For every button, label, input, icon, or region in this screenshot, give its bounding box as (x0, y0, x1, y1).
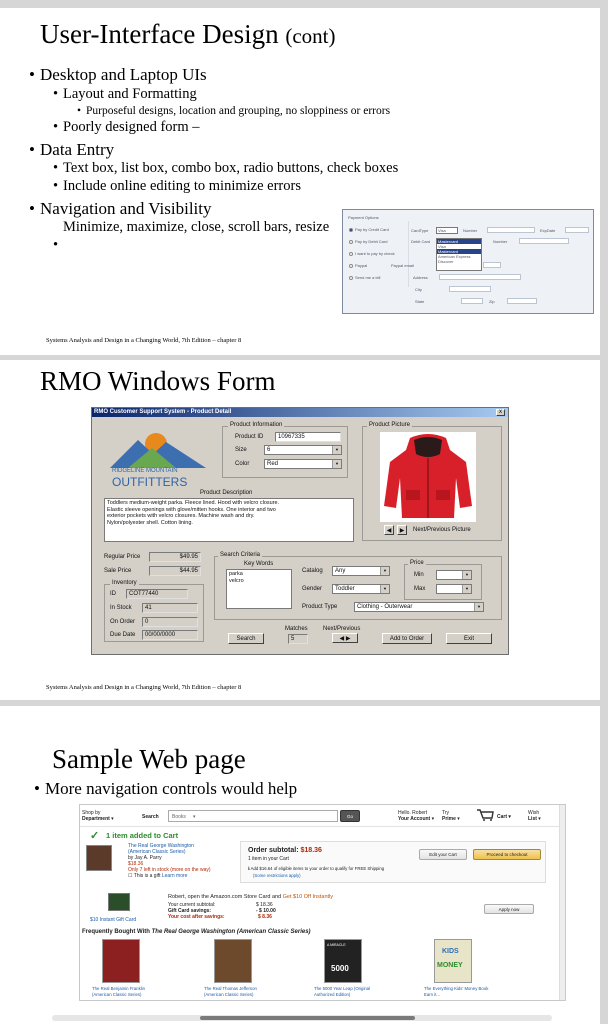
proceed-to-checkout-button[interactable]: Proceed to checkout (473, 849, 541, 860)
product-name[interactable]: The Real Benjamin Franklin (92, 986, 146, 991)
book-price: $18.36 (128, 861, 144, 867)
items-in-cart: 1 item in your Cart (248, 856, 289, 862)
description-textarea[interactable]: Toddlers medium-weight parka. Fleece lined. Hood with velcro closure. Elastic sleeve openings with glove/mitten hooks. One interior and two exterior pockets with velcro closures. Machine wash and dry. Nylon/polyester shell. Cotton lining. (104, 498, 354, 542)
radio-paypal[interactable]: Paypal (349, 263, 367, 268)
next-previous-buttons[interactable]: ◀ ▶ (332, 633, 358, 643)
state-input[interactable] (461, 298, 483, 304)
slide3-title: Sample Web page (52, 744, 246, 774)
card-type-select[interactable]: Visa (436, 227, 458, 234)
book-stock: Only 7 left in stock (more on the way) (128, 867, 211, 873)
book-thumbnail[interactable] (86, 845, 112, 871)
next-picture-button[interactable]: ▶ (397, 525, 407, 535)
key-words-textarea[interactable]: parka velcro (226, 569, 292, 609)
cart-icon[interactable] (476, 809, 494, 823)
slide1-title: User-Interface Design (cont) (40, 19, 336, 49)
catalog-combo[interactable]: Any ▼ (332, 566, 390, 576)
order-subtotal-box (240, 841, 546, 883)
frequently-bought-heading: Frequently Bought With The Real George Washington (American Classic Series) (82, 929, 311, 935)
payment-options-group (347, 221, 409, 287)
matches-label: Matches (285, 626, 308, 632)
slide-footer: Systems Analysis and Design in a Changing World, 7th Edition – chapter 8 (46, 337, 242, 344)
due-date-field: 00/00/0000 (142, 630, 198, 640)
prime-menu[interactable]: Try Prime ▾ (442, 810, 460, 822)
logo-line1: RIDGELINE MOUNTAIN (112, 468, 178, 474)
horizontal-scrollbar[interactable] (52, 1015, 552, 1021)
on-order-field: 0 (142, 617, 198, 627)
on-order-label: On Order (110, 619, 136, 625)
inventory-label: Inventory (112, 580, 137, 586)
regular-price-label: Regular Price (104, 554, 141, 560)
sale-price-field: $44.95 (149, 566, 201, 576)
slide-rmo-form (0, 360, 600, 700)
slide-ui-design (0, 8, 600, 355)
apply-now-button[interactable]: Apply now (484, 904, 534, 914)
search-criteria-label: Search Criteria (220, 552, 261, 558)
window-close-button[interactable]: x (496, 409, 505, 416)
check-icon: ✓ (90, 830, 100, 842)
edit-cart-button[interactable]: Edit your Cart (419, 849, 467, 860)
book-title[interactable]: The Real George Washington (128, 843, 194, 849)
color-label: Color (235, 461, 250, 467)
cover-text: KIDS (442, 948, 459, 955)
gift-card-label: Gift Card savings: (168, 908, 212, 914)
scrollbar-thumb[interactable] (200, 1016, 415, 1020)
due-date-label: Due Date (110, 632, 136, 638)
address-label: Address (413, 275, 428, 280)
product-info-label: Product Information (230, 422, 283, 428)
paypal-email-input[interactable] (483, 262, 501, 268)
your-account-menu[interactable]: Hello. Robert Your Account ▾ (398, 810, 435, 822)
zip-input[interactable] (507, 298, 537, 304)
slide2-title: RMO Windows Form (40, 366, 276, 396)
id-label: ID (110, 591, 116, 597)
catalog-label: Catalog (302, 568, 323, 574)
book-author: by Jay A. Parry (128, 855, 162, 861)
product-image (380, 432, 476, 522)
restrictions-link[interactable]: (Some restrictions apply) (253, 873, 301, 878)
next-previous-picture-label: Next/Previous Picture (413, 527, 471, 533)
regular-price-field: $49.95 (149, 552, 201, 562)
bullet: • Poorly designed form – (63, 119, 200, 136)
cost-after-savings: $ 8.36 (258, 914, 272, 920)
amazon-nav-bar (80, 805, 565, 827)
inventory-id-field: COT77440 (126, 589, 188, 599)
product-cover[interactable] (324, 939, 362, 983)
max-price-combo[interactable] (436, 584, 472, 594)
product-picture-label: Product Picture (369, 422, 411, 428)
logo-line2: OUTFITTERS (112, 475, 188, 489)
payment-options-label: Payment Options (348, 215, 379, 220)
bullet: • More navigation controls would help (45, 779, 297, 799)
current-subtotal-label: Your current subtotal: (168, 902, 216, 908)
city-input[interactable] (449, 286, 491, 292)
bullet: • Data Entry (40, 140, 114, 160)
book-series[interactable]: (American Classic Series) (128, 849, 186, 855)
description-label: Product Description (200, 490, 253, 496)
vertical-scrollbar[interactable] (559, 805, 565, 1000)
product-subtitle[interactable]: Earn it... (424, 992, 441, 997)
exp-date-input[interactable] (565, 227, 589, 233)
product-name[interactable]: The Real Thomas Jefferson (204, 986, 257, 991)
radio-bill[interactable]: Send me a bill (349, 275, 380, 280)
red-parka-icon (380, 432, 476, 522)
product-name[interactable]: The 5000 Year Leap (Original (314, 986, 371, 991)
product-cover[interactable] (214, 939, 252, 983)
product-name[interactable]: The Everything Kids' Money Book (424, 986, 489, 991)
bullet: • Desktop and Laptop UIs (40, 65, 207, 85)
search-label: Search (142, 814, 159, 820)
max-label: Max (414, 586, 426, 592)
search-button[interactable]: Search (228, 633, 264, 644)
bullet: • Navigation and Visibility (40, 199, 212, 219)
radio-credit[interactable]: Pay by Credit Card (349, 227, 389, 232)
amazon-cart-page (79, 804, 566, 1001)
poor-payment-form (342, 209, 594, 314)
gift-checkbox[interactable]: ☐ This is a gift Learn more (128, 873, 188, 879)
in-stock-label: In Stock (110, 605, 132, 611)
cover-text: 5000 (331, 964, 349, 973)
bullet: • Layout and Formatting (63, 86, 197, 103)
subtotal-label: Order subtotal: $18.36 (248, 847, 322, 854)
radio-debit[interactable]: Pay by Debit Card (349, 239, 387, 244)
window-title-bar: RMO Customer Support System - Product Detail (92, 408, 508, 417)
cover-text: MONEY (437, 962, 463, 969)
debit-card-dropdown[interactable]: Mastercard Visa Mastercard American Express Discover (436, 238, 482, 271)
product-type-label: Product Type (302, 604, 338, 610)
current-subtotal: $ 18.36 (256, 902, 273, 908)
exit-button[interactable]: Exit (446, 633, 492, 644)
paypal-email-label: Paypal email (391, 263, 414, 268)
state-label: State (415, 299, 425, 304)
gender-label: Gender (302, 586, 323, 592)
product-cover[interactable] (102, 939, 140, 983)
next-previous-label: Next/Previous (323, 626, 361, 632)
gift-card-savings: - $ 10.00 (256, 908, 276, 914)
min-price-combo[interactable] (436, 570, 472, 580)
rmo-logo (108, 430, 208, 490)
key-words-label: Key Words (244, 561, 274, 567)
product-id-field[interactable]: 10967335 (275, 432, 341, 442)
product-subtitle[interactable]: (American Classic Series) (204, 992, 254, 997)
size-label: Size (235, 447, 247, 453)
sale-price-label: Sale Price (104, 568, 132, 574)
min-label: Min (414, 572, 424, 578)
city-label: City (415, 287, 422, 292)
slide-sample-web-page (0, 706, 600, 1024)
cost-after-label: Your cost after savings: (168, 914, 225, 920)
product-type-combo[interactable]: Clothing - Outerwear ▼ (354, 602, 484, 612)
price-label: Price (410, 560, 424, 566)
promo-text: Robert, open the Amazon.com Store Card and Get $10 Off Instantly (168, 894, 333, 900)
bullet: • Minimize, maximize, close, scroll bars, resize (63, 219, 341, 236)
exp-date-label: ExpDate (540, 228, 556, 233)
debit-card-label: Debit Card (411, 239, 431, 244)
item-added-message: 1 item added to Cart (106, 831, 179, 840)
prev-picture-button[interactable]: ◀ (384, 525, 394, 535)
product-id-label: Product ID (235, 434, 264, 440)
address-input[interactable] (439, 274, 521, 280)
number2-label: Number (493, 239, 508, 244)
product-subtitle[interactable]: (American Classic Series) (92, 992, 142, 997)
shop-by-department[interactable]: Shop by Department ▾ (82, 810, 114, 822)
store-card-image (108, 893, 130, 911)
in-stock-field: 41 (142, 603, 198, 613)
bullet: • Include online editing to minimize errors (63, 178, 301, 195)
free-shipping-note: ℹ Add $16.64 of eligible items to your order to qualify for FREE Shipping (248, 866, 385, 871)
wish-list-menu[interactable]: Wish List ▾ (528, 810, 541, 822)
product-cover[interactable] (434, 939, 472, 983)
cart-label[interactable]: Cart ▾ (497, 814, 511, 820)
mountain-logo-icon (108, 430, 208, 470)
bullet: • Text box, list box, combo box, radio buttons, check boxes (63, 160, 398, 177)
gender-combo[interactable]: Toddler ▼ (332, 584, 390, 594)
instant-gift-card[interactable]: $10 Instant Gift Card (90, 917, 137, 923)
bullet: • Purposeful designs, location and grouping, no sloppiness or errors (86, 105, 390, 117)
add-to-order-button[interactable]: Add to Order (382, 633, 432, 644)
matches-field: 5 (288, 634, 308, 644)
card-type-label: CardType (411, 228, 429, 233)
card-number-input[interactable] (487, 227, 535, 233)
zip-label: Zip (489, 299, 495, 304)
number-label: Number (463, 228, 478, 233)
product-subtitle[interactable]: Authorized Edition) (314, 992, 351, 997)
rmo-window (91, 407, 509, 655)
size-combo[interactable]: 6 ▼ (264, 445, 342, 455)
search-input[interactable]: Books ▾ (168, 810, 338, 822)
debit-number-input[interactable] (519, 238, 569, 244)
slide-footer: Systems Analysis and Design in a Changing World, 7th Edition – chapter 8 (46, 684, 242, 691)
color-combo[interactable]: Red ▼ (264, 459, 342, 469)
radio-check[interactable]: I want to pay by check (349, 251, 395, 256)
cover-text: A MIRACLE (327, 943, 346, 947)
go-button[interactable]: Go (340, 810, 360, 822)
